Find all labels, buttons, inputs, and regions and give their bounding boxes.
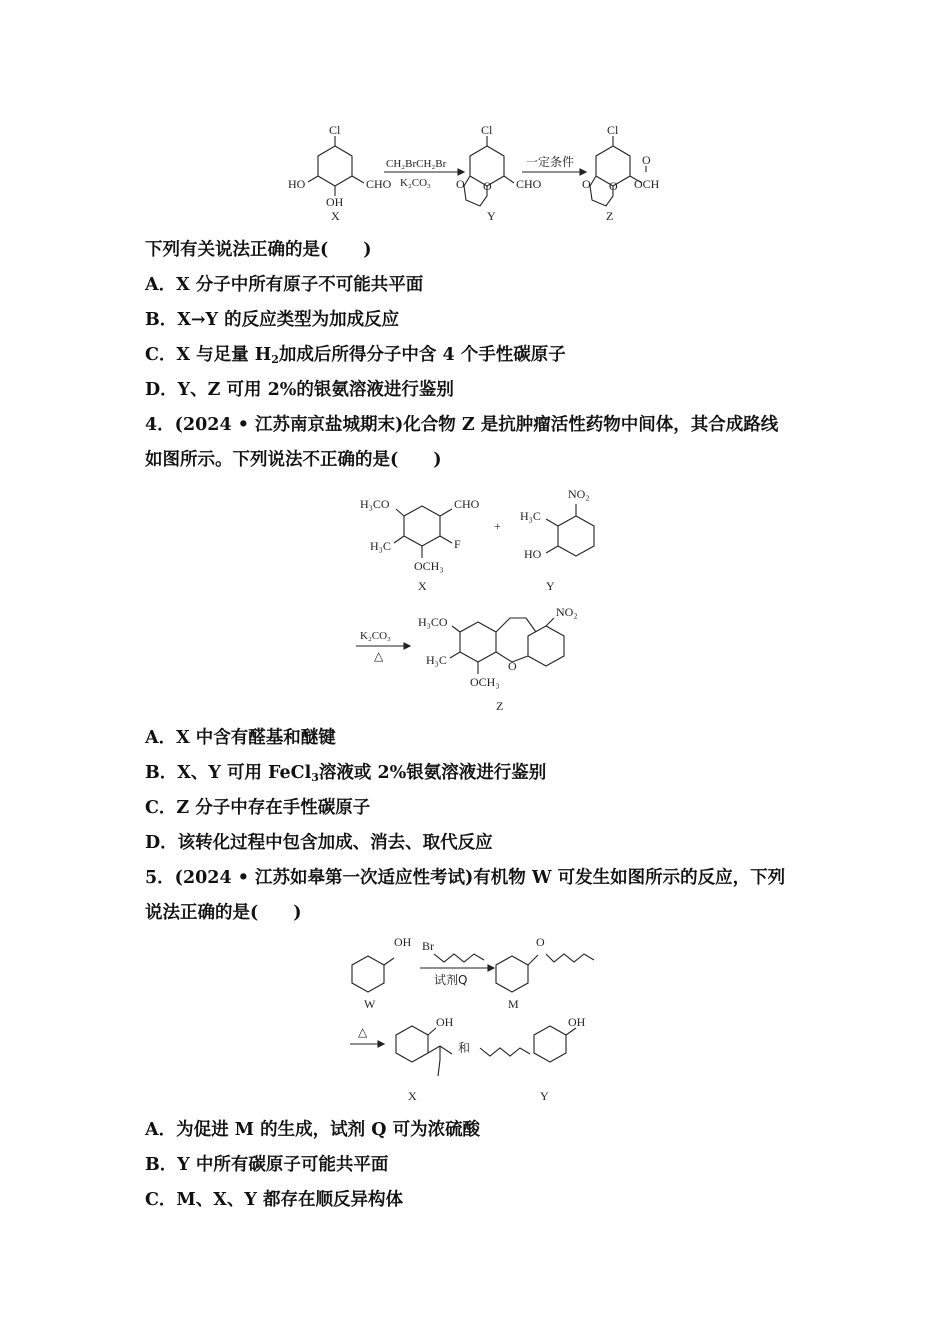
- q4-stem-line1: 4．(2024 • 江苏南京盐城期末)化合物 Z 是抗肿瘤活性药物中间体，其合成路线: [145, 415, 779, 435]
- q4-reagent-bottom: △: [374, 649, 384, 663]
- q4-label-z: Z: [496, 699, 504, 713]
- molecule-x: [288, 123, 392, 223]
- q3-option-d: D．Y、Z 可用 2%的银氨溶液进行鉴别: [145, 380, 454, 400]
- q5-stem-line2: 说法正确的是( ): [145, 903, 302, 923]
- q3-reaction-scheme: [280, 120, 680, 230]
- q3-label-z: Z: [606, 209, 614, 223]
- q4-z-o-label: O: [508, 659, 517, 673]
- q3-y-cl-label: Cl: [481, 123, 493, 137]
- q3-label-x: X: [331, 209, 340, 223]
- q3-z-o-top-label: O: [642, 153, 651, 167]
- molecule-y: [480, 1015, 586, 1103]
- q3-option-c-pre: C．X 与足量 H: [145, 345, 272, 365]
- q4-plus: +: [494, 519, 501, 533]
- q5-m-o-label: O: [536, 935, 545, 949]
- q4-option-b: [145, 761, 546, 785]
- q3-option-a: A．X 分子中所有原子不可能共平面: [145, 275, 424, 295]
- q5-stem-line1: 5．(2024 • 江苏如皋第一次适应性考试)有机物 W 可发生如图所示的反应，下列: [145, 868, 786, 888]
- q4-z-h3c-label: H₃C: [426, 653, 447, 667]
- q5-option-c: C．M、X、Y 都存在顺反异构体: [145, 1190, 403, 1210]
- q4-option-a: A．X 中含有醛基和醚键: [145, 728, 336, 748]
- q5-x-oh-label: OH: [436, 1015, 454, 1029]
- q3-y-cho-label: CHO: [516, 177, 542, 191]
- q4-x-h3co-label: H₃CO: [360, 497, 390, 511]
- q3-cho-label: CHO: [366, 177, 392, 191]
- q4-option-b-pre: B．X、Y 可用 FeCl: [145, 763, 312, 783]
- q4-z-och3-label: OCH₃: [470, 675, 500, 689]
- molecule-z: [582, 123, 660, 223]
- q4-x-och3-label: OCH₃: [414, 559, 444, 573]
- q3-option-b: B．X→Y 的反应类型为加成反应: [145, 310, 400, 330]
- q5-label-y: Y: [540, 1089, 549, 1103]
- q3-oh-label: OH: [326, 195, 344, 209]
- q3-y-o1-label: O: [456, 177, 465, 191]
- q3-option-c: [145, 343, 566, 367]
- q4-y-no2-label: NO₂: [568, 487, 590, 501]
- q4-y-h3c-label: H₃C: [520, 509, 541, 523]
- q5-label-m: M: [508, 997, 519, 1011]
- q5-reaction-scheme: [340, 930, 600, 1110]
- q4-y-ho-label: HO: [524, 547, 542, 561]
- molecule-m: [496, 935, 594, 1011]
- q4-x-cho-label: CHO: [454, 497, 480, 511]
- q3-reagent1-bottom: K₂CO₃: [400, 177, 431, 189]
- q4-reagent-top: K₂CO₃: [360, 630, 391, 642]
- q4-reaction-scheme: [350, 482, 600, 717]
- q5-delta: △: [358, 1025, 368, 1039]
- q3-z-o2-label: O: [609, 179, 618, 193]
- q3-stem: 下列有关说法正确的是( ): [145, 240, 372, 260]
- q3-z-o1-label: O: [582, 177, 591, 191]
- q5-w-oh-label: OH: [394, 935, 412, 949]
- q3-reagent1-top: CH₂BrCH₂Br: [386, 158, 447, 170]
- q3-option-c-sub: 2: [271, 353, 279, 366]
- q5-reagent-bottom: 试剂Q: [434, 973, 468, 987]
- q5-and: 和: [458, 1041, 471, 1055]
- q3-ho-label: HO: [288, 177, 306, 191]
- q4-option-c: C．Z 分子中存在手性碳原子: [145, 798, 371, 818]
- q5-option-b: B．Y 中所有碳原子可能共平面: [145, 1155, 389, 1175]
- q3-reagent2-top: 一定条件: [526, 155, 575, 169]
- molecule-z: [418, 605, 578, 713]
- q4-option-b-sub: 3: [311, 771, 319, 784]
- q4-x-h3c-label: H₃C: [370, 539, 391, 553]
- molecule-x: [360, 497, 480, 593]
- q5-option-a: A．为促进 M 的生成，试剂 Q 可为浓硫酸: [145, 1120, 481, 1140]
- molecule-y: [520, 487, 594, 593]
- q5-br-label: Br: [422, 939, 434, 953]
- q4-label-y: Y: [546, 579, 555, 593]
- molecule-w: [352, 935, 412, 1011]
- q3-y-o2-label: O: [483, 179, 492, 193]
- q4-label-x: X: [418, 579, 427, 593]
- q3-label-y: Y: [487, 209, 496, 223]
- q4-option-b-post: 溶液或 2%银氨溶液进行鉴别: [318, 763, 547, 783]
- q4-stem-line2: 如图所示。下列说法不正确的是( ): [145, 450, 442, 470]
- q3-z-och-label: OCH: [634, 177, 660, 191]
- q4-option-d: D．该转化过程中包含加成、消去、取代反应: [145, 833, 493, 853]
- q4-x-f-label: F: [454, 537, 461, 551]
- q3-option-c-post: 加成后所得分子中含 4 个手性碳原子: [278, 345, 566, 365]
- q5-y-oh-label: OH: [568, 1015, 586, 1029]
- molecule-y: [456, 123, 542, 223]
- q4-z-no2-label: NO₂: [556, 605, 578, 619]
- q5-label-x: X: [408, 1089, 417, 1103]
- q5-label-w: W: [364, 997, 376, 1011]
- molecule-x: [396, 1015, 454, 1103]
- q3-cl-label: Cl: [329, 123, 341, 137]
- q4-z-h3co-label: H₃CO: [418, 615, 448, 629]
- q3-z-cl-label: Cl: [607, 123, 619, 137]
